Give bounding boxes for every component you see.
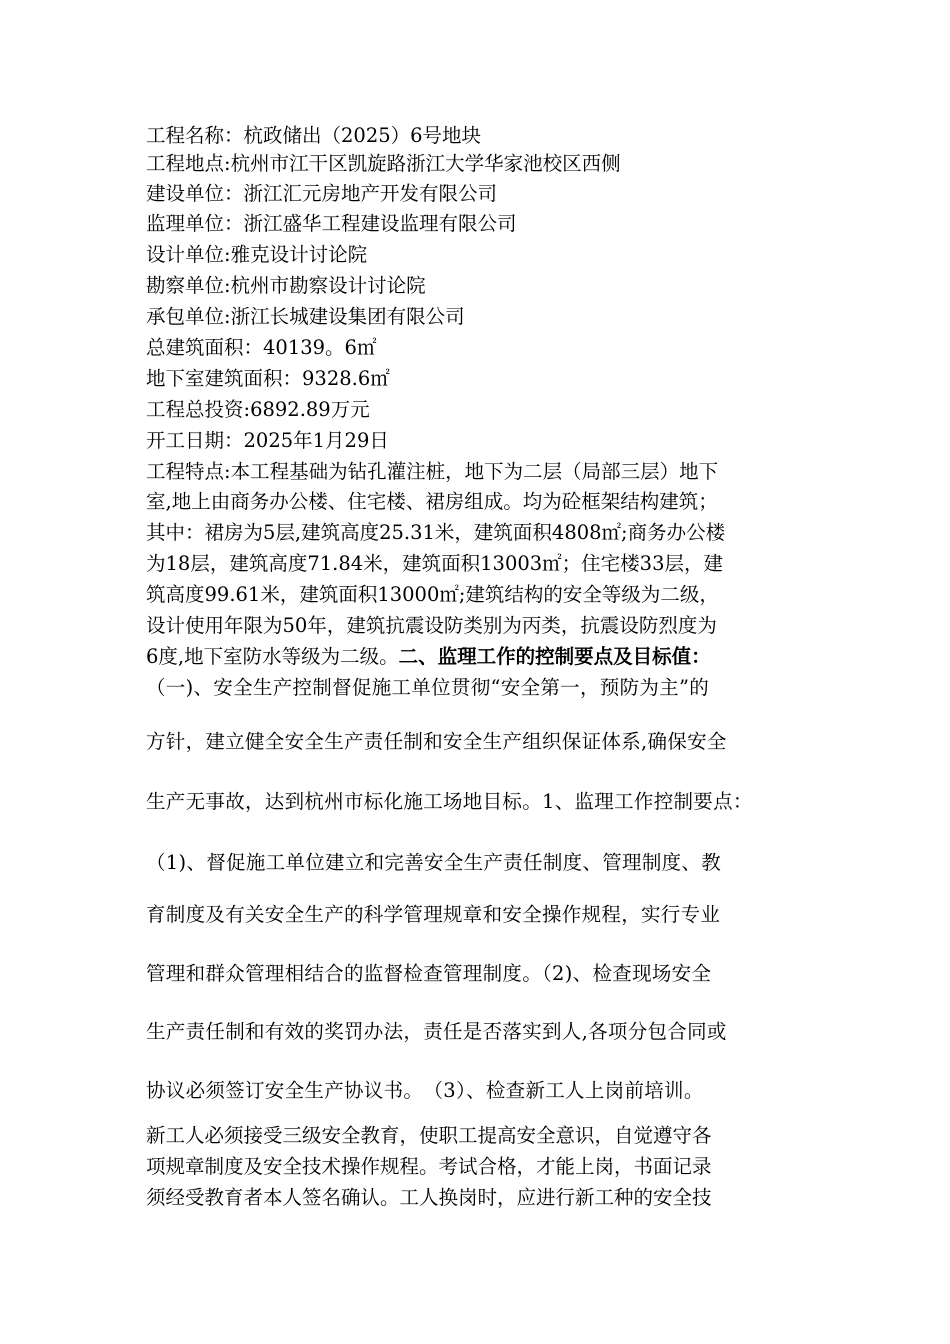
control-point-line: （1)、督促施工单位建立和完善安全生产责任制度、管理制度、教 [146,851,722,874]
features-tail: 6度,地下室防水等级为二级。 [146,645,399,668]
safety-paragraph-line: 方针，建立健全安全生产责任制和安全生产组织保证体系,确保安全 [146,730,727,753]
control-point-line: 协议必须签订安全生产协议书。 （3）、检查新工人上岗前培训。 [146,1079,704,1102]
control-point-line: 生产责任制和有效的奖罚办法，责任是否落实到人,各项分包合同或 [146,1020,727,1043]
features-line: 其中：裙房为5层,建筑高度25.31米，建筑面积4808㎡;商务办公楼 [146,521,726,544]
start-date-line: 开工日期：2025年1月29日 [146,429,389,452]
total-area-line: 总建筑面积：40139。6㎡ [146,336,377,359]
supervisor-line: 监理单位：浙江盛华工程建设监理有限公司 [146,212,517,235]
training-line: 须经受教育者本人签名确认。工人换岗时，应进行新工种的安全技 [146,1186,712,1209]
surveyor-line: 勘察单位:杭州市勘察设计讨论院 [146,274,426,297]
training-line: 项规章制度及安全技术操作规程。考试合格，才能上岗，书面记录 [146,1155,712,1178]
features-line: 为18层，建筑高度71.84米，建筑面积13003㎡；住宅楼33层，建 [146,552,723,575]
client-line: 建设单位：浙江汇元房地产开发有限公司 [146,182,498,205]
training-line: 新工人必须接受三级安全教育，使职工提高安全意识，自觉遵守各 [146,1124,712,1147]
features-line: 工程特点:本工程基础为钻孔灌注桩，地下为二层（局部三层）地下 [146,460,719,483]
control-point-line: 育制度及有关安全生产的科学管理规章和安全操作规程，实行专业 [146,903,721,926]
features-line: 设计使用年限为50年，建筑抗震设防类别为丙类，抗震设防烈度为 [146,614,717,637]
section-heading: 二、监理工作的控制要点及目标值： [398,645,711,668]
designer-line: 设计单位:雅克设计讨论院 [146,243,368,266]
features-line: 筑高度99.61米，建筑面积13000㎡;建筑结构的安全等级为二级， [146,583,719,606]
safety-paragraph-line: （一)、安全生产控制督促施工单位贯彻“安全第一，预防为主”的 [146,676,710,699]
features-line: 室,地上由商务办公楼、住宅楼、裙房组成。均为砼框架结构建筑； [146,490,718,513]
investment-line: 工程总投资:6892.89万元 [146,398,370,421]
features-line-end [146,645,711,669]
control-point-line: 管理和群众管理相结合的监督检查管理制度。（2)、检查现场安全 [146,962,712,985]
project-location-line: 工程地点:杭州市江干区凯旋路浙江大学华家池校区西侧 [146,152,621,175]
basement-area-line: 地下室建筑面积：9328.6㎡ [146,367,390,390]
safety-paragraph-line: 生产无事故，达到杭州市标化施工场地目标。1、监理工作控制要点： [146,790,753,813]
project-name-line: 工程名称：杭政储出（2025）6号地块 [146,124,482,147]
contractor-line: 承包单位:浙江长城建设集团有限公司 [146,305,465,328]
